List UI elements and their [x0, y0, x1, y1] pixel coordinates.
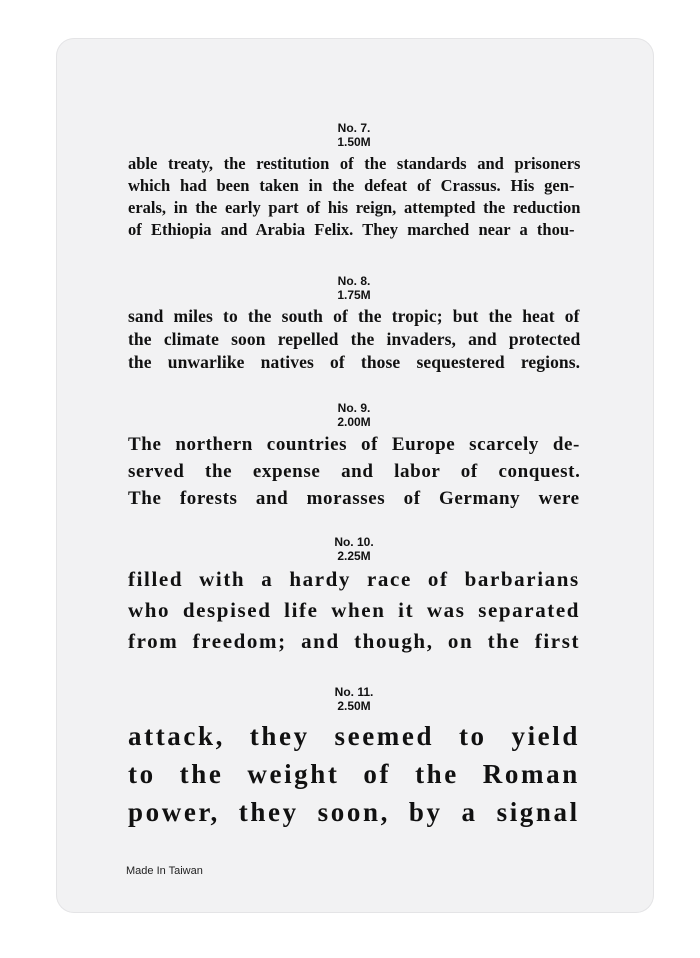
- text-line: filled with a hardy race of barbarians: [128, 567, 580, 591]
- text-block-no-11: [128, 685, 580, 831]
- block-size: 2.50M: [337, 699, 371, 713]
- manufacturer-note: Made In Taiwan: [126, 865, 203, 877]
- block-size: 2.25M: [337, 549, 371, 563]
- text-line: The forests and morasses of Germany were: [128, 488, 580, 509]
- block-number: No. 10.: [334, 535, 374, 549]
- text-block-no-8: [128, 274, 580, 374]
- text-line: sand miles to the south of the tropic; but the heat of: [128, 306, 580, 326]
- text-block-no-9: [128, 401, 580, 512]
- block-text: [128, 153, 580, 241]
- text-block-no-7: [128, 121, 580, 241]
- text-line: the climate soon repelled the invaders, and protected: [128, 329, 581, 349]
- text-line: who despised life when it was separated: [128, 598, 581, 622]
- block-size: 1.75M: [337, 288, 371, 302]
- text-line: to the weight of the Roman: [128, 759, 580, 789]
- text-line: which had been taken in the defeat of Crassus. His gen-: [128, 176, 575, 195]
- block-text: [128, 305, 580, 374]
- text-line: from freedom; and though, on the first: [128, 629, 581, 653]
- block-size: 2.00M: [337, 415, 371, 429]
- text-block-no-10: [128, 535, 580, 657]
- block-number: No. 9.: [337, 401, 371, 415]
- text-line: The northern countries of Europe scarcely de-: [128, 434, 580, 455]
- text-line: power, they soon, by a signal: [128, 797, 580, 827]
- block-size: 1.50M: [337, 135, 371, 149]
- block-number: No. 7.: [337, 121, 371, 135]
- text-line: of Ethiopia and Arabia Felix. They marched near a thou-: [128, 220, 575, 239]
- block-number: No. 8.: [337, 274, 371, 288]
- block-text: [128, 431, 580, 512]
- text-line: erals, in the early part of his reign, attempted the reduction: [128, 198, 581, 217]
- text-line: served the expense and labor of conquest.: [128, 461, 581, 482]
- reading-card: [56, 38, 654, 913]
- text-line: able treaty, the restitution of the standards and prisoners: [128, 154, 581, 173]
- block-text: [128, 564, 580, 657]
- text-line: the unwarlike natives of those sequestered regions.: [128, 352, 581, 372]
- block-number: No. 11.: [334, 685, 374, 699]
- text-line: attack, they seemed to yield: [128, 721, 580, 751]
- block-text: [128, 717, 580, 831]
